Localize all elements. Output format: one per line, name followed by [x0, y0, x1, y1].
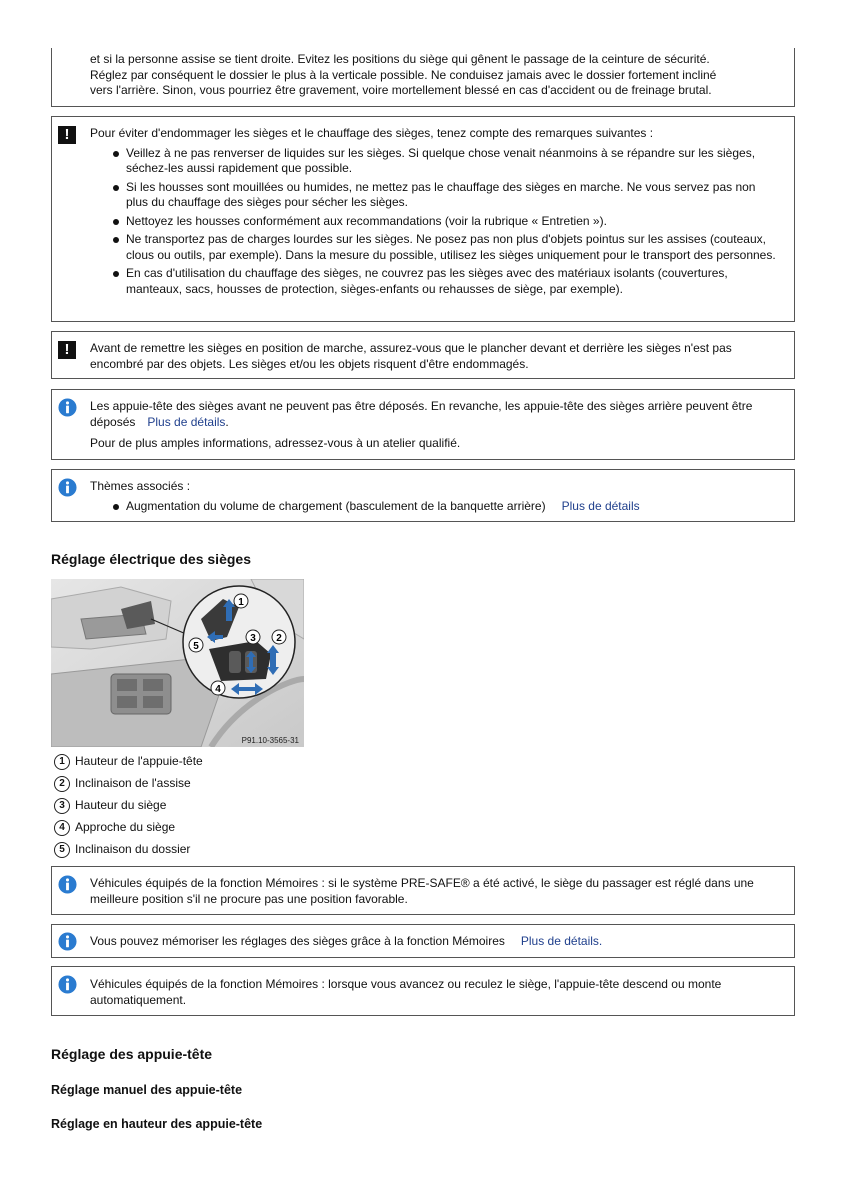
info-text: Véhicules équipés de la fonction Mémoires : si le système PRE-SAFE® a été activé, le siège du passager est réglé dans une meilleure position s'il ne procure pas une position favorable. — [90, 876, 754, 906]
callout-4: 4 — [215, 684, 221, 695]
legend-number: 3 — [54, 798, 70, 814]
warning-box-floor — [51, 331, 795, 379]
callout-3: 3 — [250, 633, 256, 644]
info-icon — [58, 478, 77, 497]
warning-intro: Pour éviter d'endommager les sièges et le chauffage des sièges, tenez compte des remarques suivantes : — [90, 126, 654, 140]
legend-label: Hauteur de l'appuie-tête — [75, 754, 203, 769]
section-heading: Réglage des appuie-tête — [51, 1046, 213, 1062]
info-icon — [58, 932, 77, 951]
legend-number: 1 — [54, 754, 70, 770]
notice-box-continued — [51, 48, 795, 107]
info-text-secondary: Pour de plus amples informations, adressez-vous à un atelier qualifié. — [90, 436, 461, 450]
legend-number: 5 — [54, 842, 70, 858]
list-item: Veillez à ne pas renverser de liquides sur les sièges. Si quelque chose venait néanmoins à se répandre sur les sièges, séchez-les aussi rapidement que possible. — [126, 146, 780, 177]
image-code: P91.10-3565-31 — [241, 736, 299, 745]
link-suffix: . — [598, 934, 603, 948]
info-box-related-topics — [51, 469, 795, 522]
legend-label: Approche du siège — [75, 820, 176, 835]
text-line: Réglez par conséquent le dossier le plus à la verticale possible. Ne conduisez jamais avec le dossier fortement incliné — [90, 67, 717, 82]
legend-item — [54, 795, 203, 817]
text-line: vers l'arrière. Sinon, vous pourriez être gravement, voire mortellement blessé en cas d'accident ou de freinage brutal. — [90, 83, 712, 97]
warning-icon: ! — [58, 126, 76, 144]
figure-legend — [54, 751, 203, 861]
callout-2: 2 — [276, 633, 282, 644]
info-box-headrest-auto — [51, 966, 795, 1016]
info-icon — [58, 975, 77, 994]
legend-number: 4 — [54, 820, 70, 836]
list-item: Si les housses sont mouillées ou humides, ne mettez pas le chauffage des sièges en marche. Ne vous servez pas non plus du chauffage des sièges pour sécher les sièges. — [126, 180, 780, 211]
more-details-link[interactable]: Plus de détails — [520, 934, 599, 948]
more-details-link[interactable]: Plus de détails — [561, 498, 640, 513]
callout-5: 5 — [193, 641, 199, 652]
seat-controls-illustration — [51, 579, 304, 747]
warning-icon: ! — [58, 341, 76, 359]
info-icon — [58, 875, 77, 894]
legend-label: Inclinaison de l'assise — [75, 776, 191, 791]
info-text: Vous pouvez mémoriser les réglages des sièges grâce à la fonction Mémoires — [90, 934, 505, 948]
list-item: En cas d'utilisation du chauffage des sièges, ne couvrez pas les sièges avec des matériaux isolants (couvertures, manteaux, sacs, housses de protection, sièges-enfants ou rehausses de siège, par exemple). — [126, 266, 780, 297]
legend-item — [54, 839, 203, 861]
section-heading: Réglage électrique des sièges — [51, 551, 251, 567]
legend-label: Hauteur du siège — [75, 798, 167, 813]
subsection-heading: Réglage en hauteur des appuie-tête — [51, 1117, 263, 1131]
callout-1: 1 — [238, 597, 244, 608]
door-panel-image — [51, 579, 304, 747]
info-box-memory — [51, 924, 795, 958]
info-text: Véhicules équipés de la fonction Mémoires : lorsque vous avancez ou reculez le siège, l'appuie-tête descend ou monte automatiquement. — [90, 977, 722, 1007]
legend-item — [54, 817, 203, 839]
legend-item — [54, 773, 203, 795]
info-icon — [58, 398, 77, 417]
legend-number: 2 — [54, 776, 70, 792]
legend-label: Inclinaison du dossier — [75, 842, 191, 857]
text-line: et si la personne assise se tient droite. Evitez les positions du siège qui gênent le passage de la ceinture de sécurité. — [90, 52, 710, 66]
link-suffix: . — [225, 414, 229, 429]
info-box-headrests — [51, 389, 795, 460]
list-item — [126, 499, 780, 515]
list-item: Ne transportez pas de charges lourdes sur les sièges. Ne posez pas non plus d'objets pointus sur les assises (couteaux, clous ou outils, par exemple). Dans la mesure du possible, utilisez les sièges uniquement pour le transport des personnes. — [126, 232, 780, 263]
list-item: Nettoyez les housses conformément aux recommandations (voir la rubrique « Entretien »). — [126, 214, 780, 230]
info-text: Les appuie-tête des sièges avant ne peuvent pas être déposés. En revanche, les appuie-tête des sièges arrière peuvent être déposés — [90, 399, 753, 429]
more-details-link[interactable]: Plus de détails — [147, 414, 226, 429]
subsection-heading: Réglage manuel des appuie-tête — [51, 1083, 243, 1097]
info-box-presafe — [51, 866, 795, 915]
warning-box-seat-care — [51, 116, 795, 322]
related-topic-text: Augmentation du volume de chargement (basculement de la banquette arrière) — [126, 498, 546, 513]
warning-text: Avant de remettre les sièges en position de marche, assurez-vous que le plancher devant et derrière les sièges n'est pas encombré par des objets. Les sièges et/ou les objets risquent d'être endommagés. — [90, 341, 732, 371]
related-topics-title: Thèmes associés : — [90, 479, 191, 493]
legend-item — [54, 751, 203, 773]
